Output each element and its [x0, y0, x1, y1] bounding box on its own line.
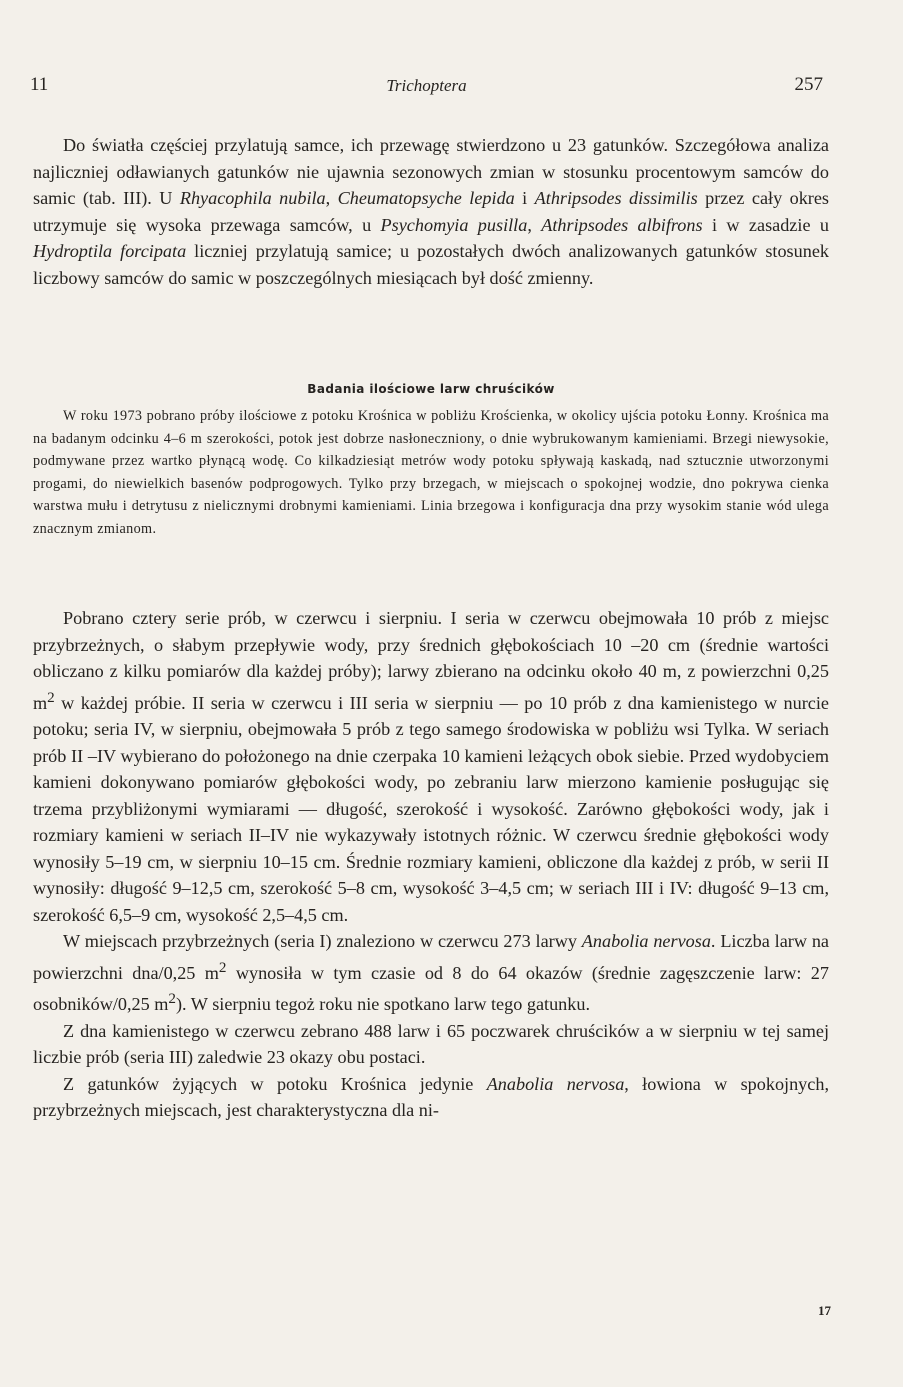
species-name: Psychomyia pusilla	[380, 214, 528, 235]
species-name: Athripsodes dissimilis	[534, 188, 698, 208]
paragraph-small-print: W roku 1973 pobrano próby ilościowe z potoku Krośnica w pobliżu Krościenka, w okolicy ujścia potoku Łonny. Krośnica ma na badanym odcinku 4–6 m szerokości, potok jest dobrze nasłoneczniony, o dnie wybrukowanym kamieniami. Brzegi niewysokie, podmywane przez wartko płynącą wodę. Co kilkadziesiąt metrów wody potoku spływają kaskadą, nad sztucznie utworzonymi progami, do niewielkich basenów podprogowych. Tylko przy brzegach, w miejscach o spokojnej wodzie, dno pokrywa cienka warstwa mułu i detrytusu z nielicznymi drobnymi kamieniami. Linia brzegowa i konfiguracja dna przy wysokim stanie wód ulega znacznym zmianom.	[33, 408, 829, 537]
page-number: 257	[794, 74, 823, 95]
site-description	[33, 405, 829, 540]
signature-mark: 17	[818, 1303, 831, 1318]
running-title: Trichoptera	[386, 76, 467, 95]
body-text-top	[33, 132, 829, 291]
section-heading: Badania ilościowe larw chruścików	[307, 382, 555, 396]
section-number: 11	[30, 74, 49, 95]
paragraph-species: Z gatunków żyjących w potoku Krośnica jedynie Anabolia nervosa, łowiona w spokojnych, przybrzeżnych miejscach, jest charakterystyczna dla ni-	[33, 1073, 829, 1121]
paragraph-sex-ratio: Do światła częściej przylatują samce, ich przewagę stwierdzono u 23 gatunków. Szczegółowa analiza najliczniej odławianych gatunków nie ujawnia sezonowych zmian w stosunku procentowym samców do samic (tab. III). U Rhyacophila nubila, Cheumatopsyche lepida i Athripsodes dissimilis przez cały okres utrzymuje się wysoka przewaga samców, u Psychomyia pusilla, Athripsodes albifrons i w zasadzie u Hydroptila forcipata liczniej przylatują samice; u pozostałych dwóch analizowanych gatunków stosunek liczbowy samców do samic w poszczególnych miesiącach był dość zmienny.	[33, 135, 830, 288]
paragraph-stony-bottom: Z dna kamienistego w czerwcu zebrano 488 larw i 65 poczwarek chruścików a w sierpniu w tej samej liczbie prób (seria III) zaledwie 23 okazy obu postaci.	[33, 1020, 829, 1068]
body-text-bottom	[33, 605, 829, 1124]
species-name: Rhyacophila nubila	[179, 188, 326, 208]
paragraph-shore-samples: W miejscach przybrzeżnych (seria I) znaleziono w czerwcu 273 larwy Anabolia nervosa. Liczba larw na powierzchni dna/0,25 $m^2$ wynosiła w tym czasie od 8 do 64 okazów (średnie zagęszczenie larw: 27 osobników/0,25 $m^2$). W sierpniu tegoż roku nie spotkano larw tego gatunku.	[33, 931, 829, 1015]
species-name: Anabolia nervosa	[486, 1073, 625, 1094]
running-header	[30, 74, 823, 98]
paragraph-methods: Pobrano cztery serie prób, w czerwcu i sierpniu. I seria w czerwcu obejmowała 10 prób z miejsc przybrzeżnych, o słabym przepływie wody, przy średnich głębokościach 10 –20 cm (średnie wartości obliczano z kilku pomiarów dla każdej próby); larwy zbierano na odcinku około 40 m, z powierzchni 0,25 $m^2$ w każdej próbie. II seria w czerwcu i III seria w sierpniu — po 10 prób z dna kamienistego w nurcie potoku; seria IV, w sierpniu, obejmowała 5 prób z tego samego środowiska w pobliżu wsi Tylka. W seriach prób II –IV wybierano do położonego na dnie czerpaka 10 kamieni leżących obok siebie. Przed wydobyciem kamieni dokonywano pomiarów głębokości wody, po zebraniu larw mierzono kamienie posługując się trzema przybliżonymi wymiarami — długość, szerokość i wysokość. Zarówno głębokości wody, jak i rozmiary kamieni w seriach II–IV nie wykazywały istotnych różnic. W czerwcu średnie głębokości wody wynosiły 5–19 cm, w sierpniu 10–15 cm. Średnie rozmiary kamieni, obliczone dla każdej z prób, w serii II wynosiły: długość 9–12,5 cm, szerokość 5–8 cm, wysokość 3–4,5 cm; w seriach III i IV: długość 9–13 cm, szerokość 6,5–9 cm, wysokość 2,5–4,5 cm.	[33, 608, 829, 925]
species-name: Cheumatopsyche lepida	[337, 188, 515, 208]
species-name: Anabolia nervosa	[581, 931, 711, 952]
species-name: Hydroptila forcipata	[33, 241, 187, 261]
species-name: Athripsodes albifrons	[541, 214, 703, 235]
